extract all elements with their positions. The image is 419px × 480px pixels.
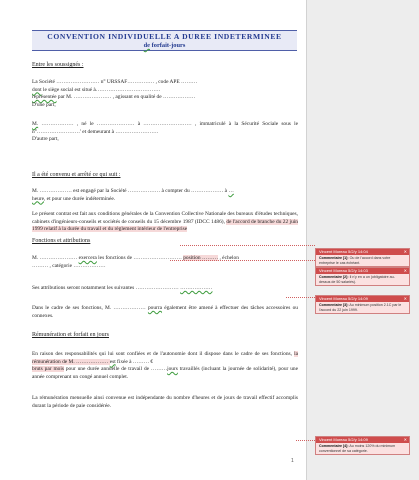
comment-author: Vincent Moreau 5/2/y 14:03 (319, 268, 368, 273)
text-segment: également être amené à effectuer des tâches accessoires ou connexes. (32, 305, 298, 319)
title-rest: forfait-jours (150, 42, 186, 49)
text-segment: ……………… , né le ………………… à ……………………… , immatriculé à la Sécurité Sociale sous le n°……………………' et demeurant à …………………… (32, 121, 298, 135)
comment-label: Commentaire [2]: (319, 275, 349, 279)
text-segment: travaillés (incluant la journée de solidarité), pour une année comprenant un congé annuel complet. (32, 366, 298, 380)
title-marker: de (143, 42, 151, 49)
comment-2[interactable] (315, 267, 410, 286)
paragraph-attributions (32, 285, 298, 293)
comment-text: Ou de l'accord dans votre entreprise le cas échéant. (319, 256, 391, 265)
commented-text-3[interactable]: position ……… (183, 255, 219, 261)
grammar-flag: représentée (32, 94, 57, 101)
comment-header (316, 268, 409, 274)
close-icon[interactable]: ✕ (403, 249, 407, 254)
paragraph-fonctions (32, 255, 298, 270)
comment-header (316, 437, 409, 443)
grammar-flag: heure (32, 195, 44, 202)
comments-margin (306, 0, 419, 480)
comment-connector (180, 245, 315, 246)
grammar-flag: ……………… (180, 285, 213, 291)
heading-convenu: Il a été convenu et arrêté ce qui suit : (32, 172, 121, 178)
paragraph-convention (32, 211, 298, 234)
grammar-flag: M. (32, 121, 39, 127)
comment-author: Vincent Moreau 5/2/y 14:09 (319, 296, 368, 301)
text-segment: D'autre part, (32, 136, 59, 143)
text-segment: En raison des responsabilités qui lui sont confiées et de l'autonomie dont il dispose dans le cadre de ses fonctions, (32, 351, 295, 357)
comment-body (316, 274, 409, 285)
comment-connector (296, 440, 315, 441)
text-segment: D'une part, (32, 101, 56, 108)
commented-text-4[interactable]: la rémunération de M. ……………… (32, 351, 298, 365)
comment-body (316, 443, 409, 454)
comment-body (316, 302, 409, 313)
grammar-flag: pourra (147, 305, 163, 311)
paragraph-employee (32, 121, 298, 144)
heading-parties: Entre les soussignés : (32, 62, 84, 68)
document-title: CONVENTION INDIVIDUELLE A DUREE INDETERMINEE (47, 32, 282, 41)
text-segment: le siège social est situé à……………………………… (41, 86, 161, 93)
page-number: 1 (291, 458, 294, 464)
text-segment: , échelon (218, 255, 239, 261)
comment-label: Commentaire [4]: (319, 444, 349, 448)
paragraph-engagement (32, 188, 298, 203)
heading-fonctions: Fonctions et attributions (32, 238, 91, 244)
comment-author: Vincent Moreau 5/2/y 14:09 (319, 437, 368, 442)
text-segment: par M. ………………… , agissant en qualité de ……………… (56, 94, 196, 101)
comment-connector (286, 297, 315, 298)
comment-3[interactable] (315, 295, 410, 314)
paragraph-remuneration-detail: La rémunération mensuelle ainsi convenue est indépendante du nombre d'heures et de jours de travail effectif accomplis durant la période de paie considérée. (32, 395, 298, 409)
text-segment: M. ……………… est engagé par la Société ……………… à compter du ……………… à (32, 188, 228, 194)
comment-header (316, 296, 409, 302)
paragraph-taches (32, 305, 298, 320)
commented-text-4b[interactable]: bruts par mois (32, 366, 64, 373)
text-segment: pour une durée annuelle de travail de ……… (63, 366, 168, 373)
text-segment: La Société (32, 79, 57, 85)
close-icon[interactable]: ✕ (403, 296, 407, 301)
comment-header (316, 249, 409, 255)
comment-4[interactable] (315, 436, 410, 455)
text-segment: Dans le cadre de ses fonctions, M. ……………… (32, 305, 148, 311)
grammar-flag: exercera (78, 255, 97, 261)
text-segment: M. ………………… (32, 255, 79, 261)
comment-label: Commentaire [3]: (319, 303, 349, 307)
text-segment: Le présent contrat est fait aux conditions générales de la Convention Collective Nationale des bureaux d'études techniques, cabinets d'ingénieurs-conseils et sociétés de conseils du 15 décembre 1987 (IDCC 1486), (32, 211, 298, 225)
comment-text: Au moins 120% du minimum conventionnel de sa catégorie. (319, 444, 396, 453)
grammar-flag: dont (32, 86, 42, 93)
comment-body (316, 255, 409, 266)
paragraph-remuneration (32, 351, 298, 381)
commented-text-1[interactable]: de l'accord de branche du 22 juin 1999 relatif à la durée du travail et du règlement intérieur de l'entreprise (32, 218, 298, 233)
close-icon[interactable]: ✕ (403, 268, 407, 273)
paragraph-company (32, 79, 298, 109)
document-subtitle (32, 42, 297, 49)
text-segment: fixée à ……… € (115, 358, 154, 365)
text-segment: ……… , catégorie ……………… (32, 262, 106, 269)
comment-author: Vincent Moreau 5/2/y 14:04 (319, 249, 368, 254)
comment-text: Il n'y en a un (obligatoire au-dessus de 50 salariés). (319, 275, 395, 284)
grammar-flag: jours (167, 366, 178, 373)
grammar-flag: … (228, 188, 234, 194)
heading-remuneration: Rémunération et forfait en jours (32, 332, 109, 338)
text-segment: …………………… n° URSSAF…………… , code APE ……… (56, 79, 198, 85)
comment-label: Commentaire [1]: (319, 256, 349, 260)
close-icon[interactable]: ✕ (403, 437, 407, 442)
comment-connector (170, 260, 315, 261)
text-segment: les fonctions de ……………………… (96, 255, 184, 261)
comment-text: Au minimum position 2.1C par le l'accord du 22 juin 1999. (319, 303, 402, 312)
comment-1[interactable] (315, 248, 410, 267)
grammar-flag: est (109, 358, 116, 365)
text-segment: , et pour une durée indéterminée. (43, 195, 116, 202)
text-segment: Ses attributions seront notamment les suivantes …………………… (32, 285, 181, 291)
